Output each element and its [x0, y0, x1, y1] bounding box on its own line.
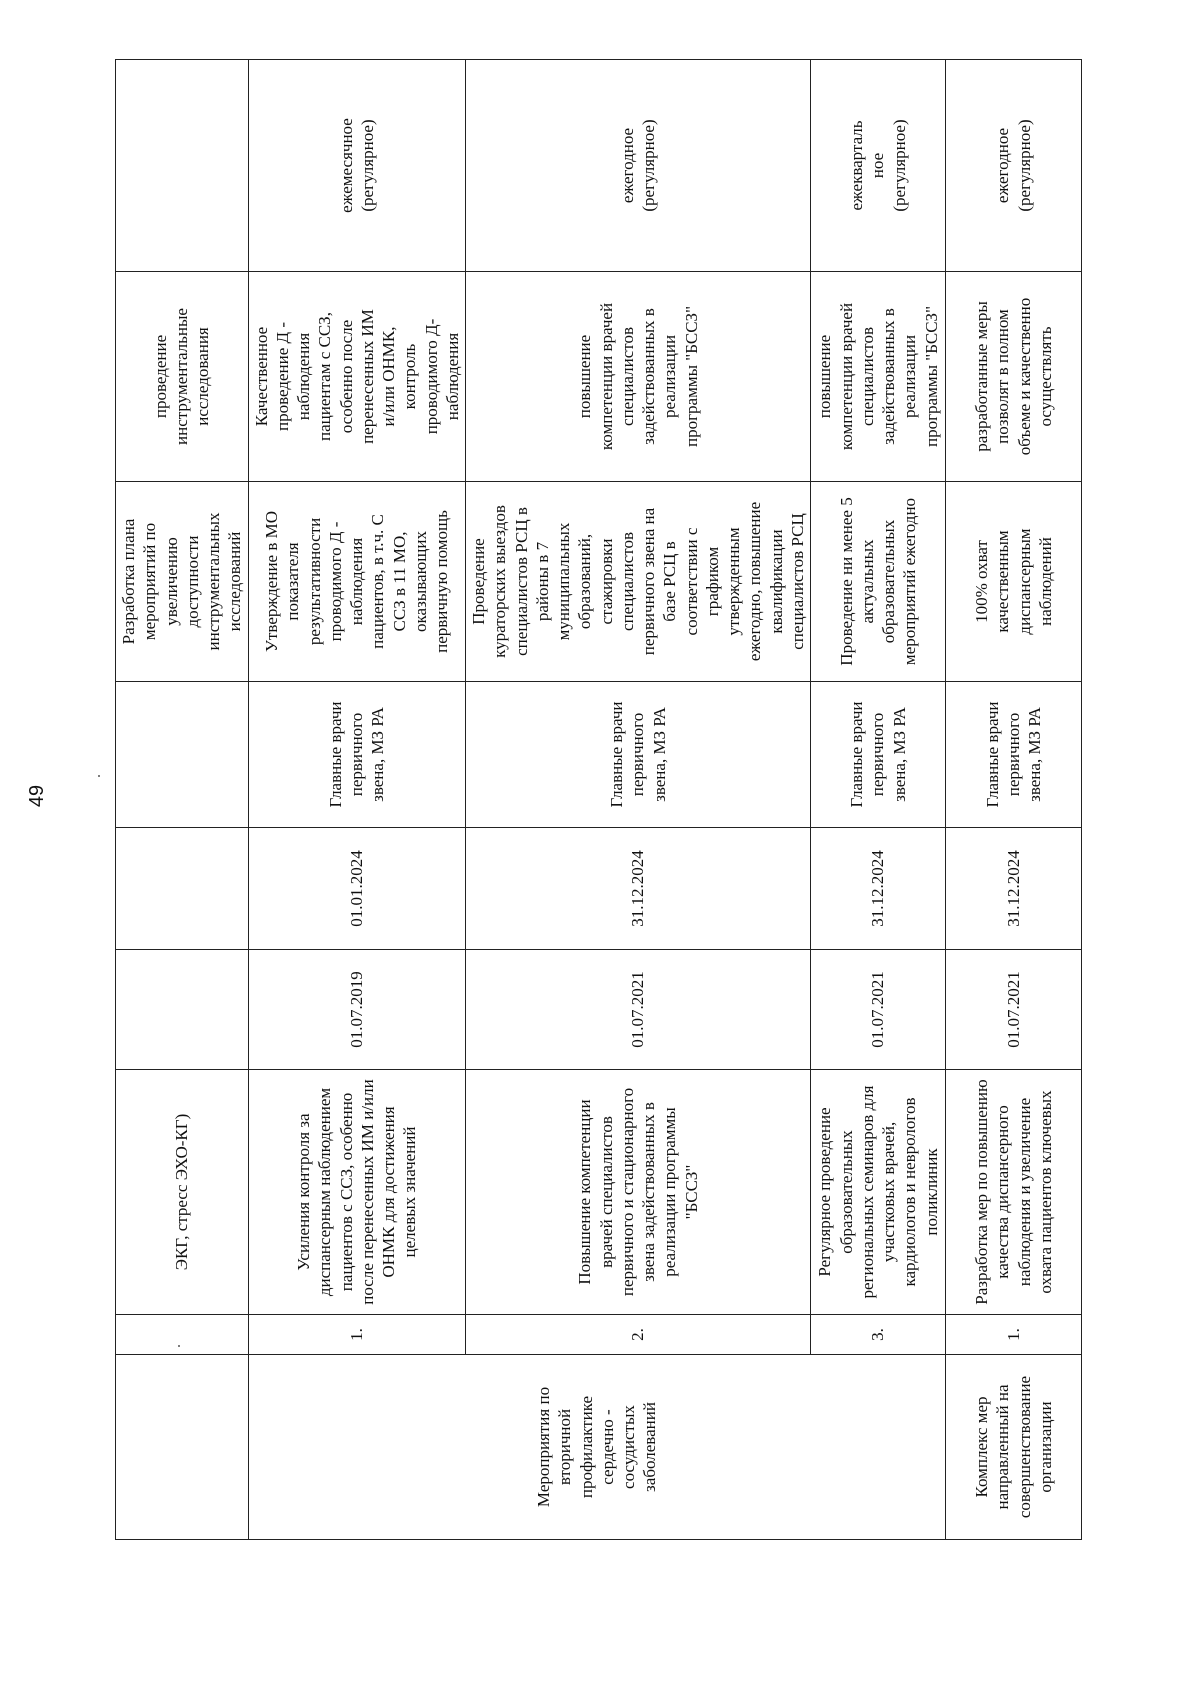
responsible-cell — [116, 682, 249, 828]
responsible-cell: Главные врачи первичного звена, МЗ РА — [248, 682, 466, 828]
table-row — [116, 60, 249, 1540]
responsible-cell: Главные врачи первичного звена, МЗ РА — [811, 682, 946, 828]
table-row — [466, 60, 811, 1540]
number-cell — [116, 1315, 249, 1355]
period-cell: ежемесячное (регулярное) — [248, 60, 466, 272]
result-cell: Проведение кураторских выездов специалистов РСЦ в районы в 7 муниципальных образований, стажировки специалистов первичного звена на базе РСЦ в соответствии с графиком утвержденным ежегодно, повышение квалификации специалистов РСЦ — [466, 482, 811, 682]
result-cell: Проведение ни менее 5 актуальных образовательных мероприятий ежегодно — [811, 482, 946, 682]
number-cell: 3. — [811, 1315, 946, 1355]
group-cell — [116, 1355, 249, 1540]
start-date-cell: 01.07.2021 — [466, 950, 811, 1070]
result-cell: Разработка плана мероприятий по увеличению доступности инструментальных исследований — [116, 482, 249, 682]
period-cell: ежегодное (регулярное) — [946, 60, 1082, 272]
activity-cell: ЭКГ, стресс ЭХО-КГ) — [116, 1070, 249, 1315]
group-cell: Мероприятия по вторичной профилактике сердечно - сосудистых заболеваний — [248, 1355, 946, 1540]
activity-cell: Разработка мер по повышению качества диспансерного наблюдения и увеличение охвата пациентов ключевых — [946, 1070, 1082, 1315]
start-date-cell: 01.07.2019 — [248, 950, 466, 1070]
activity-cell: Усиления контроля за диспансерным наблюдением пациентов с ССЗ, особенно после перенесенных ИМ и/или ОНМК для достижения целевых значений — [248, 1070, 466, 1315]
scan-speck — [98, 775, 100, 777]
responsible-cell: Главные врачи первичного звена, МЗ РА — [466, 682, 811, 828]
end-date-cell — [116, 828, 249, 950]
result-cell: Утверждение в МО показателя результативности проводимого Д - наблюдения пациентов, в т.ч. С ССЗ в 11 МО, оказывающих первичную помощь — [248, 482, 466, 682]
period-cell — [116, 60, 249, 272]
characteristic-cell: проведение инструментальные исследования — [116, 272, 249, 482]
characteristic-cell: Качественное проведение Д - наблюдения пациентам с ССЗ, особенно после перенесенных ИМ и/или ОНМК, контроль проводимого Д- наблюдения — [248, 272, 466, 482]
activity-cell: Регулярное проведение образовательных региональных семинаров для участковых врачей, кардиологов и неврологов поликлиник — [811, 1070, 946, 1315]
period-cell: ежегодное (регулярное) — [466, 60, 811, 272]
action-plan-table — [115, 59, 1082, 1540]
end-date-cell: 31.12.2024 — [811, 828, 946, 950]
rotated-table-container — [115, 60, 1055, 1540]
table-row — [946, 60, 1082, 1540]
table-row — [248, 60, 466, 1540]
group-cell: Комплекс мер направленный на совершенствование организации — [946, 1355, 1082, 1540]
start-date-cell: 01.07.2021 — [946, 950, 1082, 1070]
start-date-cell: 01.07.2021 — [811, 950, 946, 1070]
period-cell: ежекварталь ное (регулярное) — [811, 60, 946, 272]
responsible-cell: Главные врачи первичного звена, МЗ РА — [946, 682, 1082, 828]
end-date-cell: 01.01.2024 — [248, 828, 466, 950]
table-row — [811, 60, 946, 1540]
activity-cell: Повышение компетенции врачей специалистов первичного и стационарного звена задействованных в реализации программы "БССЗ" — [466, 1070, 811, 1315]
page-number: 49 — [26, 784, 48, 808]
result-cell: 100% охват качественным диспансерным наблюдений — [946, 482, 1082, 682]
start-date-cell — [116, 950, 249, 1070]
number-cell: 1. — [248, 1315, 466, 1355]
end-date-cell: 31.12.2024 — [946, 828, 1082, 950]
number-cell: 1. — [946, 1315, 1082, 1355]
characteristic-cell: повышение компетенции врачей специалистов задействованных в реализации программы "БССЗ" — [466, 272, 811, 482]
number-cell: 2. — [466, 1315, 811, 1355]
characteristic-cell: разработанные меры позволят в полном объеме и качественно осуществлять — [946, 272, 1082, 482]
characteristic-cell: повышение компетенции врачей специалистов задействованных в реализации программы "БССЗ" — [811, 272, 946, 482]
end-date-cell: 31.12.2024 — [466, 828, 811, 950]
